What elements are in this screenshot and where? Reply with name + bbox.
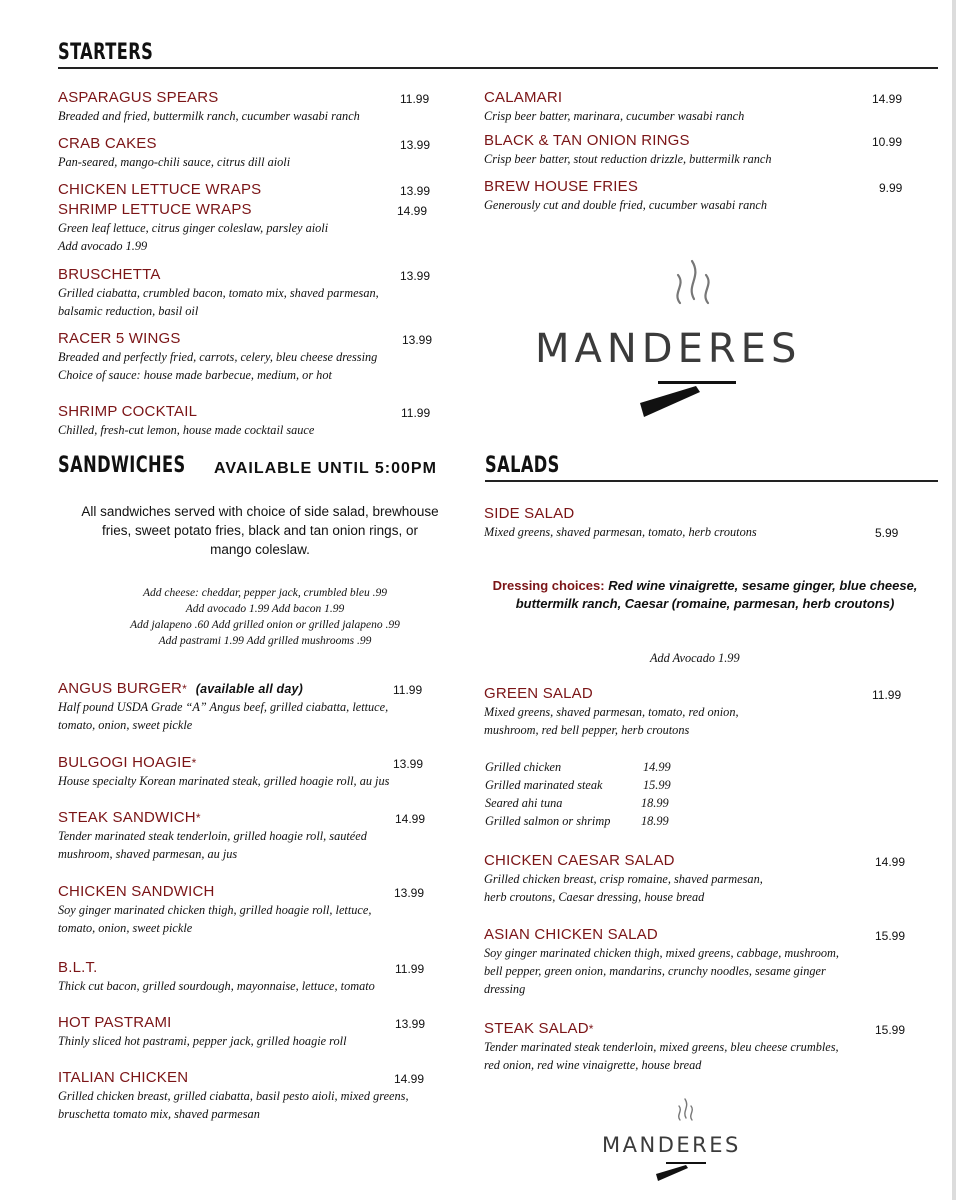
page-edge bbox=[952, 0, 956, 1200]
item-desc: bruschetta tomato mix, shaved parmesan bbox=[58, 1107, 260, 1121]
item-name: BRUSCHETTA bbox=[58, 266, 161, 283]
item-desc: tomato, onion, sweet pickle bbox=[58, 921, 193, 935]
item-desc: Mixed greens, shaved parmesan, tomato, red onion, bbox=[484, 705, 739, 719]
item-desc: Generously cut and double fried, cucumber wasabi ranch bbox=[484, 198, 768, 212]
manderes-logo-small bbox=[600, 1096, 780, 1186]
item-name: HOT PASTRAMI bbox=[58, 1014, 172, 1031]
starters-heading: STARTERS bbox=[58, 40, 154, 65]
item-price: 11.99 bbox=[401, 406, 431, 420]
item-note: (available all day) bbox=[195, 682, 304, 696]
star-marker: * bbox=[182, 682, 187, 696]
sandwich-intro bbox=[40, 502, 480, 559]
addon-price: 14.99 bbox=[643, 760, 671, 774]
item-price: 11.99 bbox=[872, 688, 902, 702]
addon-price: 18.99 bbox=[641, 796, 669, 810]
menu-item bbox=[58, 754, 389, 790]
item-name-text: STEAK SALAD bbox=[484, 1020, 589, 1037]
availability-note: AVAILABLE UNTIL 5:00PM bbox=[214, 460, 437, 477]
star-marker: * bbox=[588, 1022, 594, 1036]
menu-item bbox=[58, 181, 261, 199]
item-desc: Add avocado 1.99 bbox=[58, 239, 148, 253]
item-name-text: BULGOGI HOAGIE bbox=[58, 754, 192, 771]
menu-item bbox=[484, 89, 744, 125]
item-desc: Breaded and perfectly fried, carrots, celery, bleu cheese dressing bbox=[58, 350, 378, 364]
item-price: 9.99 bbox=[879, 181, 903, 195]
item-name: ASPARAGUS SPEARS bbox=[58, 89, 219, 106]
logo-wordmark: MANDERES bbox=[602, 1133, 741, 1157]
item-desc: Soy ginger marinated chicken thigh, grilled hoagie roll, lettuce, bbox=[58, 903, 372, 917]
menu-item bbox=[484, 505, 757, 541]
dressing-text: Red wine vinaigrette, sesame ginger, blue cheese, buttermilk ranch, Caesar (romaine, parmesan, herb croutons) bbox=[515, 578, 918, 611]
item-price: 13.99 bbox=[394, 886, 425, 900]
menu-item bbox=[484, 178, 767, 214]
item-desc: red onion, red wine vinaigrette, house bread bbox=[484, 1058, 702, 1072]
item-price: 11.99 bbox=[393, 683, 423, 697]
item-desc: Grilled ciabatta, crumbled bacon, tomato mix, shaved parmesan, bbox=[58, 286, 379, 300]
item-price: 14.99 bbox=[875, 855, 906, 869]
menu-item bbox=[58, 680, 388, 734]
addon-label: Grilled marinated steak bbox=[485, 778, 603, 792]
item-name: CHICKEN LETTUCE WRAPS bbox=[58, 181, 262, 198]
menu-item bbox=[58, 1014, 347, 1050]
item-name: CHICKEN SANDWICH bbox=[58, 883, 215, 900]
item-name: ASIAN CHICKEN SALAD bbox=[484, 926, 658, 943]
menu-item bbox=[58, 89, 360, 125]
tray-icon bbox=[640, 381, 736, 417]
add-avocado-note: Add Avocado 1.99 bbox=[650, 651, 740, 665]
menu-item bbox=[58, 201, 328, 255]
manderes-logo bbox=[530, 255, 870, 425]
intro-line: mango coleslaw. bbox=[210, 542, 310, 557]
star-marker: * bbox=[191, 756, 197, 770]
item-price: 13.99 bbox=[400, 184, 431, 198]
menu-item bbox=[58, 809, 367, 863]
item-name: BREW HOUSE FRIES bbox=[484, 178, 639, 195]
item-name bbox=[58, 680, 388, 698]
item-desc: Half pound USDA Grade “A” Angus beef, grilled ciabatta, lettuce, bbox=[58, 700, 389, 714]
intro-line: fries, sweet potato fries, black and tan onion rings, or bbox=[102, 523, 418, 538]
item-price: 13.99 bbox=[400, 138, 431, 152]
item-desc: Thick cut bacon, grilled sourdough, mayonnaise, lettuce, tomato bbox=[58, 979, 375, 993]
menu-item bbox=[58, 959, 375, 995]
item-desc: Grilled chicken breast, grilled ciabatta, basil pesto aioli, mixed greens, bbox=[58, 1089, 409, 1103]
sandwiches-heading: SANDWICHES bbox=[58, 453, 186, 478]
item-desc: Crisp beer batter, stout reduction drizzle, buttermilk ranch bbox=[484, 152, 772, 166]
item-name bbox=[58, 809, 367, 827]
addon-price: 15.99 bbox=[643, 778, 671, 792]
addon-label: Seared ahi tuna bbox=[485, 796, 563, 810]
logo-wordmark: MANDERES bbox=[535, 326, 802, 372]
addon-price: 18.99 bbox=[641, 814, 669, 828]
item-desc: Chilled, fresh-cut lemon, house made cocktail sauce bbox=[58, 423, 315, 437]
menu-item bbox=[58, 135, 290, 171]
sandwich-addons bbox=[40, 585, 490, 649]
addon-line: Add pastrami 1.99 Add grilled mushrooms .99 bbox=[158, 635, 372, 647]
salad-addon-row bbox=[485, 794, 669, 812]
item-price: 13.99 bbox=[402, 333, 433, 347]
item-desc: Grilled chicken breast, crisp romaine, shaved parmesan, bbox=[484, 872, 763, 886]
salad-addon-row bbox=[485, 758, 671, 776]
star-marker: * bbox=[195, 811, 201, 825]
menu-item bbox=[484, 926, 839, 998]
item-desc: mushroom, shaved parmesan, au jus bbox=[58, 847, 238, 861]
steam-icon bbox=[679, 1099, 693, 1120]
item-name bbox=[58, 754, 389, 772]
item-desc: House specialty Korean marinated steak, grilled hoagie roll, au jus bbox=[58, 774, 390, 788]
item-price: 15.99 bbox=[875, 929, 906, 943]
item-desc: herb croutons, Caesar dressing, house bread bbox=[484, 890, 705, 904]
addon-label: Grilled chicken bbox=[485, 760, 562, 774]
intro-line: All sandwiches served with choice of side salad, brewhouse bbox=[81, 504, 439, 519]
item-price: 14.99 bbox=[397, 204, 428, 218]
addon-line: Add avocado 1.99 Add bacon 1.99 bbox=[185, 603, 345, 615]
item-desc: Crisp beer batter, marinara, cucumber wasabi ranch bbox=[484, 109, 745, 123]
item-name: CHICKEN CAESAR SALAD bbox=[484, 852, 675, 869]
item-name bbox=[484, 1020, 839, 1038]
salads-heading: SALADS bbox=[485, 453, 560, 478]
menu-item bbox=[58, 330, 377, 384]
item-desc: Mixed greens, shaved parmesan, tomato, herb croutons bbox=[484, 525, 757, 539]
item-desc: Green leaf lettuce, citrus ginger coleslaw, parsley aioli bbox=[58, 221, 329, 235]
item-desc: mushroom, red bell pepper, herb croutons bbox=[484, 723, 690, 737]
menu-item bbox=[58, 883, 371, 937]
tray-icon bbox=[656, 1162, 706, 1181]
item-desc: tomato, onion, sweet pickle bbox=[58, 718, 193, 732]
menu-item bbox=[484, 852, 763, 906]
item-name-text: ANGUS BURGER bbox=[58, 680, 183, 697]
item-desc: dressing bbox=[484, 982, 526, 996]
item-price: 5.99 bbox=[875, 526, 899, 540]
item-price: 14.99 bbox=[872, 92, 903, 106]
item-name: RACER 5 WINGS bbox=[58, 330, 181, 347]
item-desc: Tender marinated steak tenderloin, mixed greens, bleu cheese crumbles, bbox=[484, 1040, 839, 1054]
starters-rule bbox=[58, 67, 938, 69]
salads-rule bbox=[485, 480, 938, 482]
item-name-text: STEAK SANDWICH bbox=[58, 809, 196, 826]
dressing-choices bbox=[490, 577, 920, 613]
item-price: 13.99 bbox=[400, 269, 431, 283]
item-price: 10.99 bbox=[872, 135, 903, 149]
item-desc: Soy ginger marinated chicken thigh, mixed greens, cabbage, mushroom, bbox=[484, 946, 839, 960]
item-price: 14.99 bbox=[394, 1072, 425, 1086]
menu-item bbox=[58, 266, 379, 320]
menu-item bbox=[58, 1069, 409, 1123]
item-name: CALAMARI bbox=[484, 89, 563, 106]
dressing-label: Dressing choices: bbox=[492, 578, 605, 593]
item-name: CRAB CAKES bbox=[58, 135, 157, 152]
item-desc: Pan-seared, mango-chili sauce, citrus dill aioli bbox=[58, 155, 291, 169]
item-price: 11.99 bbox=[400, 92, 430, 106]
addon-label: Grilled salmon or shrimp bbox=[485, 814, 611, 828]
item-desc: Tender marinated steak tenderloin, grilled hoagie roll, sautéed bbox=[58, 829, 367, 843]
item-name: B.L.T. bbox=[58, 959, 98, 976]
item-price: 13.99 bbox=[395, 1017, 426, 1031]
item-desc: Breaded and fried, buttermilk ranch, cucumber wasabi ranch bbox=[58, 109, 360, 123]
item-name: ITALIAN CHICKEN bbox=[58, 1069, 189, 1086]
salad-addon-row bbox=[485, 812, 669, 830]
item-name: SHRIMP COCKTAIL bbox=[58, 403, 198, 420]
item-desc: balsamic reduction, basil oil bbox=[58, 304, 199, 318]
menu-item bbox=[484, 1020, 839, 1074]
item-price: 13.99 bbox=[393, 757, 424, 771]
item-desc: Choice of sauce: house made barbecue, medium, or hot bbox=[58, 368, 332, 382]
item-price: 11.99 bbox=[395, 962, 425, 976]
menu-item bbox=[58, 403, 314, 439]
item-name: SIDE SALAD bbox=[484, 505, 575, 522]
item-price: 14.99 bbox=[395, 812, 426, 826]
menu-item bbox=[484, 685, 739, 739]
item-desc: bell pepper, green onion, mandarins, crunchy noodles, sesame ginger bbox=[484, 964, 826, 978]
item-desc: Thinly sliced hot pastrami, pepper jack, grilled hoagie roll bbox=[58, 1034, 347, 1048]
addon-line: Add jalapeno .60 Add grilled onion or grilled jalapeno .99 bbox=[130, 619, 400, 631]
addon-line: Add cheese: cheddar, pepper jack, crumbled bleu .99 bbox=[143, 587, 387, 599]
item-name: SHRIMP LETTUCE WRAPS bbox=[58, 201, 252, 218]
salad-addon-row bbox=[485, 776, 671, 794]
steam-icon bbox=[677, 261, 708, 303]
item-name: BLACK & TAN ONION RINGS bbox=[484, 132, 690, 149]
item-price: 15.99 bbox=[875, 1023, 906, 1037]
menu-item bbox=[484, 132, 771, 168]
item-name: GREEN SALAD bbox=[484, 685, 593, 702]
